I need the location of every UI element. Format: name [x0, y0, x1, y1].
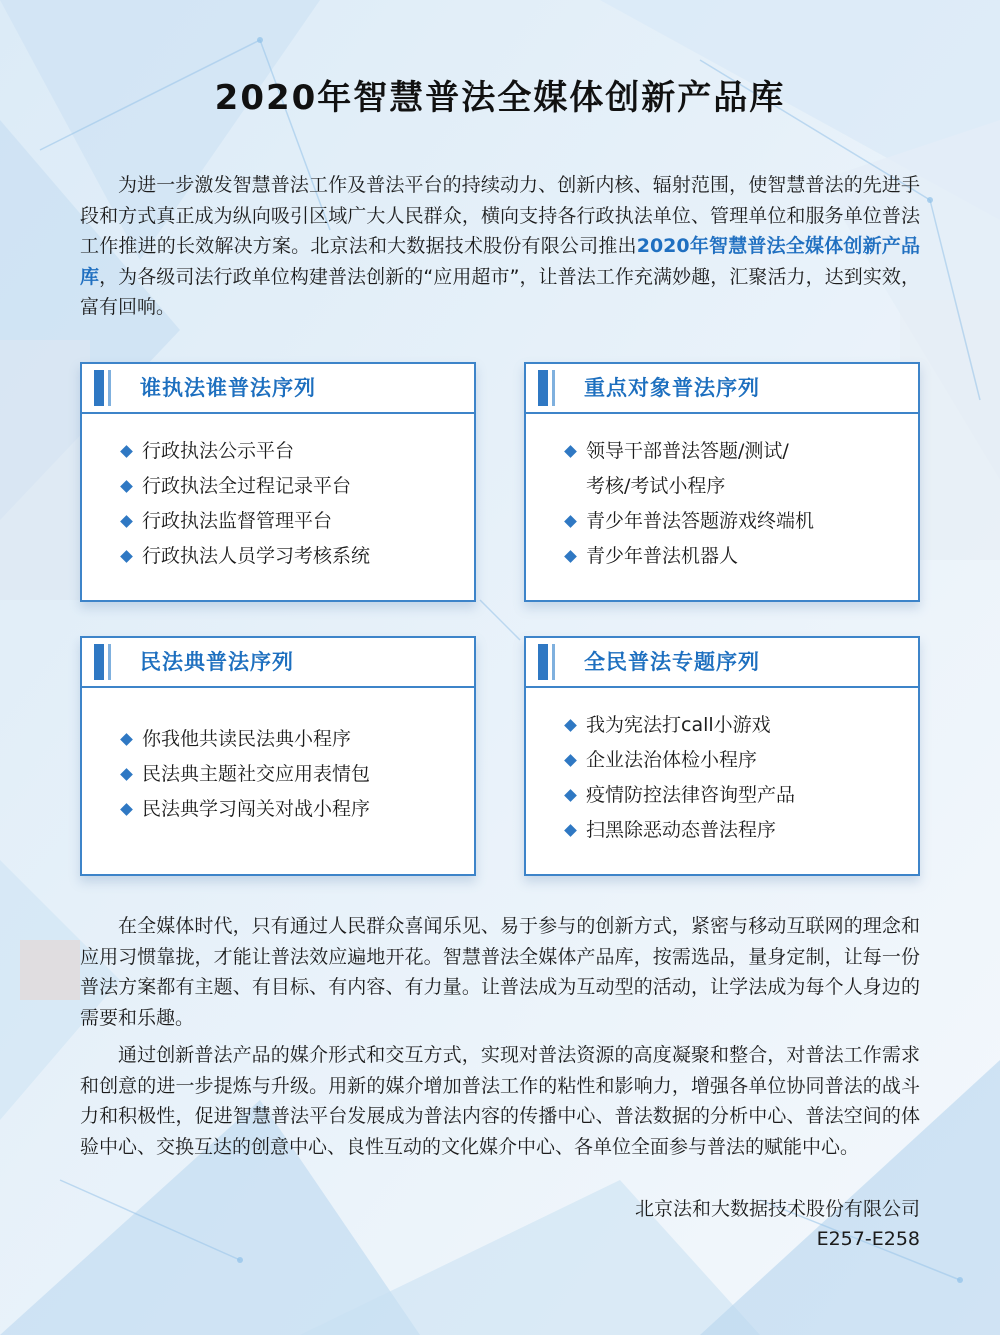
list-item: 扫黑除恶动态普法程序 — [566, 813, 795, 848]
footer-code: E257-E258 — [816, 1228, 920, 1250]
list-item: 你我他共读民法典小程序 — [122, 722, 370, 757]
card-header — [526, 638, 918, 688]
list-item: 行政执法监督管理平台 — [122, 504, 370, 539]
intro-text-after: ，为各级司法行政单位构建普法创新的“应用超市”，让普法工作充满妙趣，汇聚活力，达到实效，富有回响。 — [80, 265, 920, 318]
card-header — [82, 638, 474, 688]
diamond-bullet-icon — [120, 803, 133, 816]
header-accent-line — [108, 644, 111, 680]
card-list — [566, 708, 795, 848]
card-list — [122, 722, 370, 827]
page-title: 2020年智慧普法全媒体创新产品库 — [214, 78, 786, 118]
list-item: 行政执法人员学习考核系统 — [122, 539, 370, 574]
intro-text-before: 为进一步激发智慧普法工作及普法平台的持续动力、创新内核、辐射范围，使智慧普法的先进手段和方式真正成为纵向吸引区域广大人民群众，横向支持各行政执法单位、管理单位和服务单位普法工作推进的长效解决方案。北京法和大数据技术股份有限公司推出 — [80, 174, 920, 257]
card-list — [566, 434, 814, 574]
diamond-bullet-icon — [120, 445, 133, 458]
header-accent-bar — [538, 644, 548, 680]
body-paragraph-media-era: 在全媒体时代，只有通过人民群众喜闻乐见、易于参与的创新方式，紧密与移动互联网的理念和应用习惯靠拢，才能让普法效应遍地开花。智慧普法全媒体产品库，按需选品，量身定制，让每一份普法方案都有主题、有目标、有内容、有力量。让普法成为互动型的活动，让学法成为每个人身边的需要和乐趣。 — [80, 915, 920, 1029]
list-item: 民法典学习闯关对战小程序 — [122, 792, 370, 827]
list-item: 领导干部普法答题/测试/ — [566, 434, 814, 469]
card-title: 全民普法专题序列 — [584, 650, 760, 674]
list-item: 青少年普法答题游戏终端机 — [566, 504, 814, 539]
card-list — [122, 434, 370, 574]
list-item: 民法典主题社交应用表情包 — [122, 757, 370, 792]
footer-company: 北京法和大数据技术股份有限公司 — [634, 1198, 920, 1220]
list-item: 行政执法公示平台 — [122, 434, 370, 469]
list-item: 我为宪法打call小游戏 — [566, 708, 795, 743]
diamond-bullet-icon — [120, 480, 133, 493]
card-title: 民法典普法序列 — [140, 650, 294, 674]
diamond-bullet-icon — [564, 719, 577, 732]
list-item-continuation: 考核/考试小程序 — [586, 475, 726, 497]
intro-highlight: 2020年智慧普法全媒体创新产品库 — [80, 235, 920, 288]
card-key-target-series — [524, 362, 920, 602]
card-title: 重点对象普法序列 — [584, 376, 760, 400]
card-civil-code-series — [80, 636, 476, 876]
card-enforcement-series — [80, 362, 476, 602]
diamond-bullet-icon — [120, 515, 133, 528]
list-item: 企业法治体检小程序 — [566, 743, 795, 778]
diamond-bullet-icon — [564, 550, 577, 563]
card-header — [526, 364, 918, 414]
list-item: 疫情防控法律咨询型产品 — [566, 778, 795, 813]
header-accent-line — [552, 370, 555, 406]
card-public-topic-series — [524, 636, 920, 876]
diamond-bullet-icon — [120, 550, 133, 563]
diamond-bullet-icon — [564, 824, 577, 837]
header-accent-line — [108, 370, 111, 406]
body-paragraph-innovation: 通过创新普法产品的媒介形式和交互方式，实现对普法资源的高度凝聚和整合，对普法工作需求和创意的进一步提炼与升级。用新的媒介增加普法工作的粘性和影响力，增强各单位协同普法的战斗力和积极性，促进智慧普法平台发展成为普法内容的传播中心、普法数据的分析中心、普法空间的体验中心、交换互达的创意中心、良性互动的文化媒介中心、各单位全面参与普法的赋能中心。 — [80, 1044, 920, 1158]
diamond-bullet-icon — [564, 515, 577, 528]
header-accent-bar — [538, 370, 548, 406]
diamond-bullet-icon — [120, 768, 133, 781]
header-accent-bar — [94, 644, 104, 680]
card-header — [82, 364, 474, 414]
intro-paragraph — [80, 170, 920, 323]
list-item: 青少年普法机器人 — [566, 539, 814, 574]
diamond-bullet-icon — [564, 789, 577, 802]
header-accent-line — [552, 644, 555, 680]
diamond-bullet-icon — [564, 445, 577, 458]
diamond-bullet-icon — [120, 733, 133, 746]
card-title: 谁执法谁普法序列 — [140, 376, 316, 400]
list-item: 行政执法全过程记录平台 — [122, 469, 370, 504]
diamond-bullet-icon — [564, 754, 577, 767]
header-accent-bar — [94, 370, 104, 406]
